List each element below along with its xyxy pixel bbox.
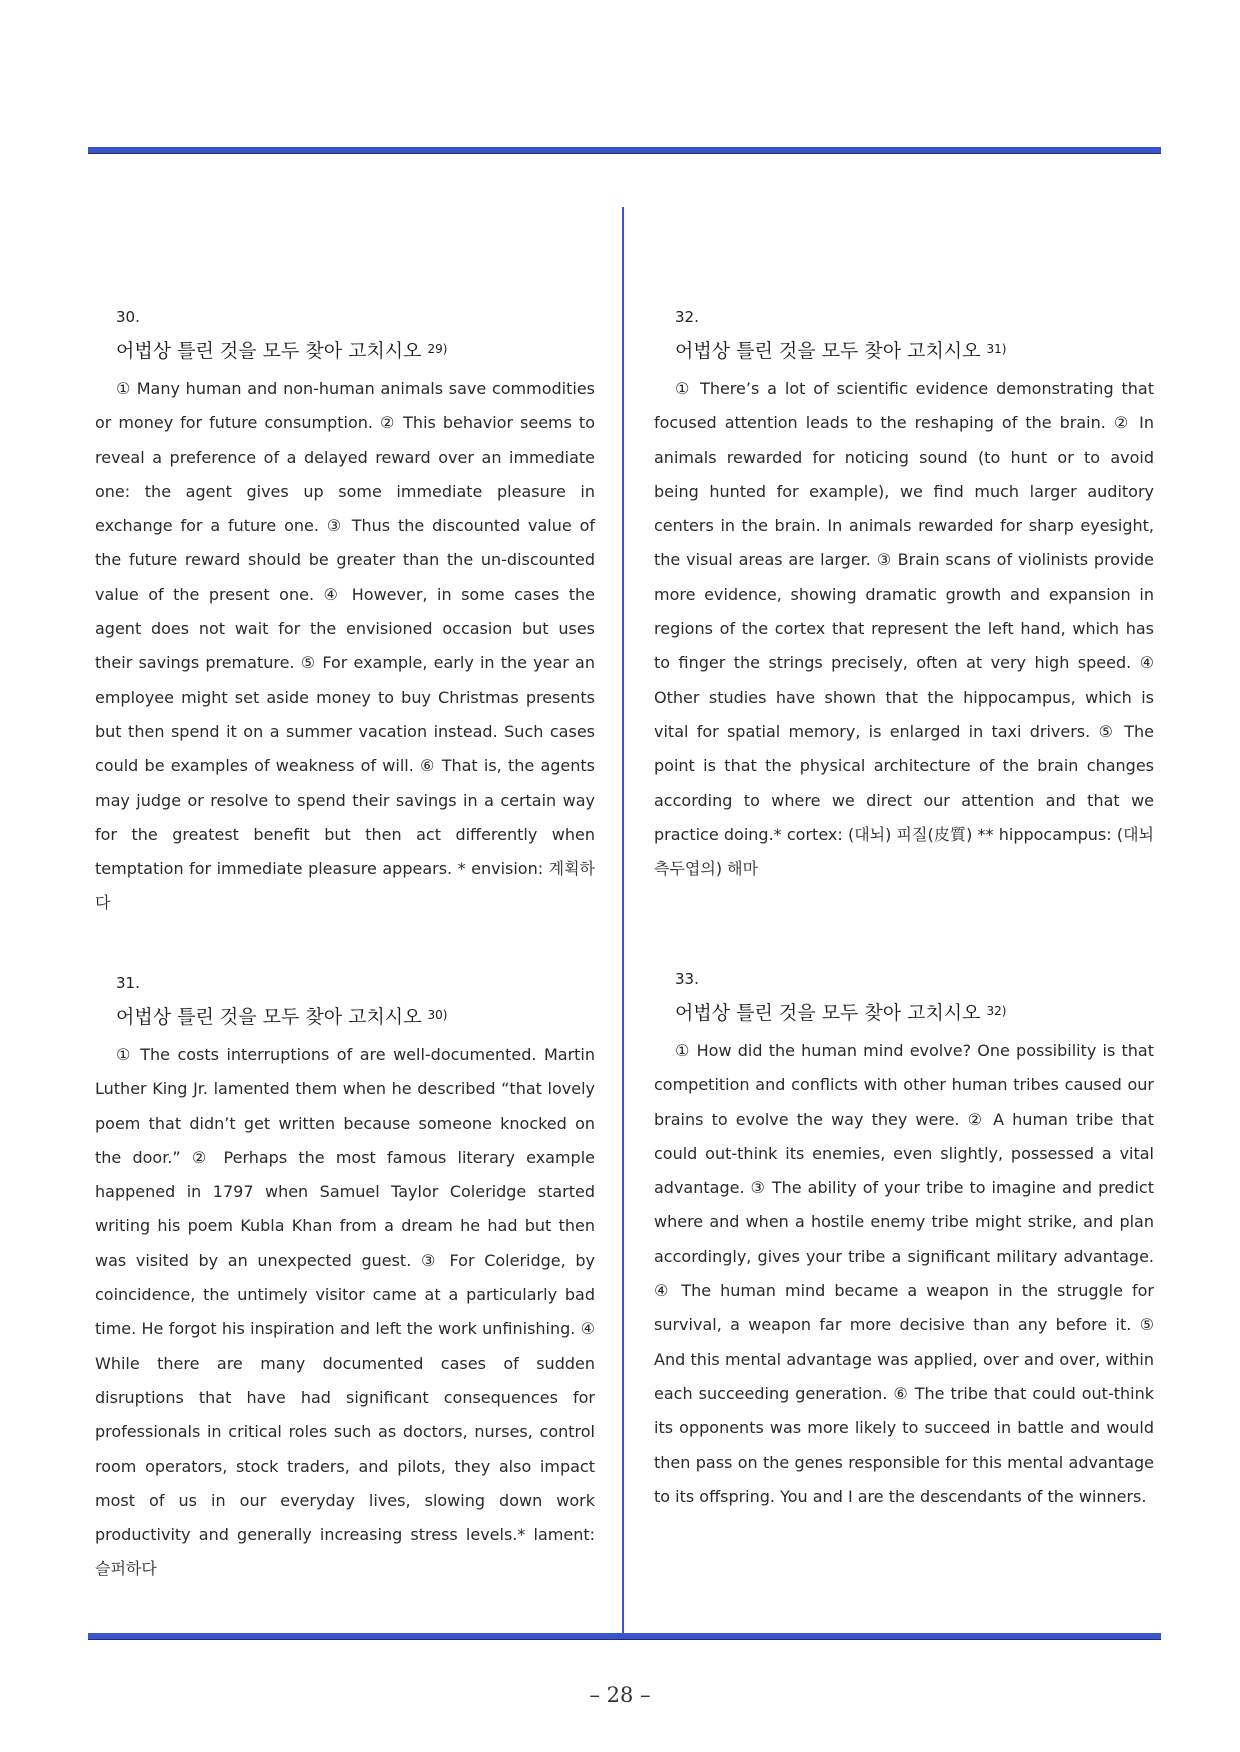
question-number: 30. [116, 308, 140, 326]
passage-text: ① Many human and non-human animals save commodities or money for future consumption. ② This behavior seems to reveal a preference of a delayed reward over an immediate one: the agent gives up some immediate pleasure in exchange for a future one. ③ Thus the discounted value of the future reward should be greater than the un-discounted value of the present one. ④ However, in some cases the agent does not wait for the envisioned occasion but uses their savings premature. ⑤ For example, early in the year an employee might set aside money to buy Christmas presents but then spend it on a summer vacation instead. Such cases could be examples of weakness of will. ⑥ That is, the agents may judge or resolve to spend their savings in a certain way for the greatest benefit but then act differently when temptation for immediate pleasure appears. * envision: 계획하다 [95, 379, 595, 913]
question-instruction [675, 336, 1154, 362]
question-30 [95, 306, 595, 921]
instruction-text: 어법상 틀린 것을 모두 찾아 고치시오 [116, 1006, 422, 1028]
footnote-ref: 32) [986, 1004, 1007, 1018]
question-instruction [675, 998, 1154, 1024]
question-instruction [116, 1002, 595, 1028]
question-31 [95, 972, 595, 1587]
question-number: 32. [675, 308, 699, 326]
passage-text: ① How did the human mind evolve? One possibility is that competition and conflicts with other human tribes caused our brains to evolve the way they were. ② A human tribe that could out-think its enemies, even slightly, possessed a vital advantage. ③ The ability of your tribe to imagine and predict where and when a hostile enemy tribe might strike, and plan accordingly, gives your tribe a significant military advantage. ④ The human mind became a weapon in the struggle for survival, a weapon far more decisive than any before it. ⑤ And this mental advantage was applied, over and over, within each succeeding generation. ⑥ The tribe that could out-think its opponents was more likely to succeed in battle and would then pass on the genes responsible for this mental advantage to its offspring. You and I are the descendants of the winners. [654, 1041, 1154, 1506]
page-number: – 28 – [589, 1683, 651, 1707]
footer-rule [88, 1633, 1161, 1640]
footnote-ref: 31) [986, 342, 1007, 356]
instruction-text: 어법상 틀린 것을 모두 찾아 고치시오 [675, 1002, 981, 1024]
question-instruction [116, 336, 595, 362]
passage-text: ① There’s a lot of scientific evidence demonstrating that focused attention leads to the reshaping of the brain. ② In animals rewarded for noticing sound (to hunt or to avoid being hunted for example), we find much larger auditory centers in the brain. In animals rewarded for sharp eyesight, the visual areas are larger. ③ Brain scans of violinists provide more evidence, showing dramatic growth and expansion in regions of the cortex that represent the left hand, which has to finger the strings precisely, often at very high speed. ④ Other studies have shown that the hippocampus, which is vital for spatial memory, is enlarged in taxi drivers. ⑤ The point is that the physical architecture of the brain changes according to where we direct our attention and that we practice doing.* cortex: (대뇌) 피질(皮質) ** hippocampus: (대뇌 측두엽의) 해마 [654, 379, 1154, 879]
footnote-ref: 30) [427, 1008, 448, 1022]
question-32 [654, 306, 1154, 886]
column-divider [622, 207, 624, 1634]
question-number: 33. [675, 970, 699, 988]
instruction-text: 어법상 틀린 것을 모두 찾아 고치시오 [675, 340, 981, 362]
header-rule [88, 147, 1161, 154]
footnote-ref: 29) [427, 342, 448, 356]
passage-text: ① The costs interruptions of are well-documented. Martin Luther King Jr. lamented them when he described “that lovely poem that didn’t get written because someone knocked on the door.” ② Perhaps the most famous literary example happened in 1797 when Samuel Taylor Coleridge started writing his poem Kubla Khan from a dream he had but then was visited by an unexpected guest. ③ For Coleridge, by coincidence, the untimely visitor came at a particularly bad time. He forgot his inspiration and left the work unfinishing. ④ While there are many documented cases of sudden disruptions that have had significant consequences for professionals in critical roles such as doctors, nurses, control room operators, stock traders, and pilots, they also impact most of us in our everyday lives, slowing down work productivity and generally increasing stress levels.* lament: 슬퍼하다 [95, 1045, 595, 1579]
question-33 [654, 968, 1154, 1514]
instruction-text: 어법상 틀린 것을 모두 찾아 고치시오 [116, 340, 422, 362]
question-number: 31. [116, 974, 140, 992]
